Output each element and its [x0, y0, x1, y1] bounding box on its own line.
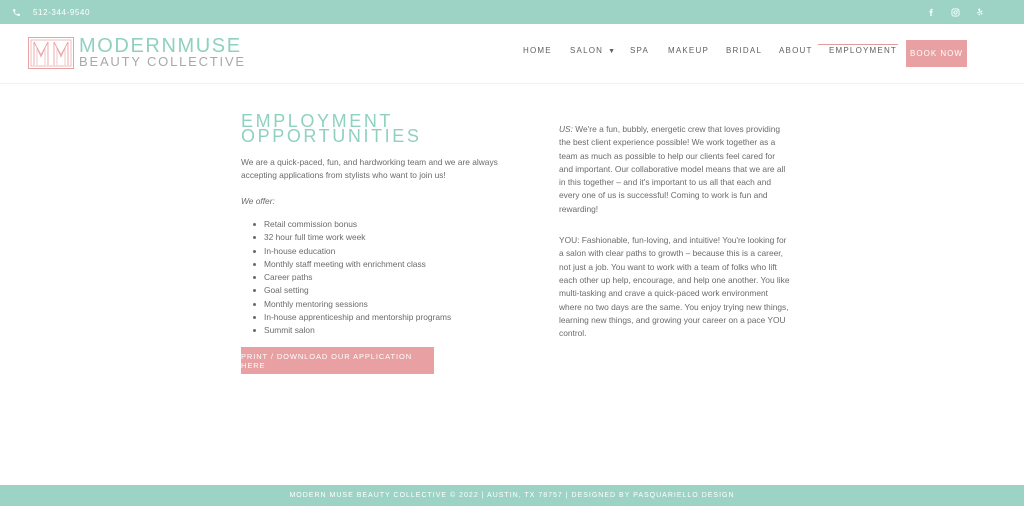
us-text: We're a fun, bubbly, energetic crew that loves providing the best client experience possible! We work together as a team as much as possible to help our clients feel cared for and important. Our collaborative model means that we are all in this together – and it's important to us all that each and every one of us is successful! Coming to work is fun and rewarding!: [559, 124, 786, 214]
employment-left-column: [241, 111, 521, 370]
list-item: Career paths: [241, 271, 521, 284]
offer-heading: We offer:: [241, 196, 275, 206]
main-content: [0, 85, 1024, 485]
site-footer: [0, 485, 1024, 506]
us-label: US:: [559, 124, 573, 134]
logo-wordmark: MODERNMUSE: [79, 35, 242, 57]
list-item: In-house apprenticeship and mentorship programs: [241, 311, 521, 324]
nav-item-employment[interactable]: EMPLOYMENT: [829, 46, 898, 55]
nav-item-salon[interactable]: [570, 46, 616, 55]
nav-item-about[interactable]: ABOUT: [779, 46, 813, 55]
print-application-button[interactable]: PRINT / DOWNLOAD OUR APPLICATION HERE: [241, 347, 434, 374]
phone-number[interactable]: 512-344-9540: [33, 7, 91, 17]
list-item: In-house education: [241, 245, 521, 258]
nav-item-makeup[interactable]: MAKEUP: [668, 46, 709, 55]
facebook-icon[interactable]: [927, 8, 935, 17]
nav-active-indicator: [818, 44, 898, 45]
list-item: Summit salon: [241, 324, 521, 337]
site-logo[interactable]: [28, 37, 246, 69]
you-paragraph: YOU: Fashionable, fun-loving, and intuitive! You're looking for a salon with clear paths to growth – because this is a career, not just a job. You want to work with a team of folks who lift each other up help, encourage, and help one another. You like multi-tasking and crave a quick-paced work environment where no two days are the same. You enjoy trying new things, learning new things, and growing your career on a pace YOU control.: [559, 235, 790, 339]
list-item: 32 hour full time work week: [241, 231, 521, 244]
page-title: EMPLOYMENT OPPORTUNITIES: [241, 111, 422, 146]
nav-item-bridal[interactable]: BRIDAL: [726, 46, 763, 55]
list-item: Goal setting: [241, 284, 521, 297]
intro-text: We are a quick-paced, fun, and hardworking team and we are always accepting applications from stylists who want to join us!: [241, 157, 498, 180]
nav-item-home[interactable]: HOME: [523, 46, 552, 55]
logo-tagline: BEAUTY COLLECTIVE: [79, 54, 246, 69]
top-bar: [0, 0, 1024, 24]
logo-mark-icon: [28, 37, 74, 69]
list-item: Monthly mentoring sessions: [241, 298, 521, 311]
phone-contact[interactable]: [12, 0, 90, 24]
social-links: [927, 0, 984, 24]
employment-right-column: [559, 123, 791, 340]
book-now-button[interactable]: BOOK NOW: [906, 40, 967, 67]
instagram-icon[interactable]: [951, 8, 960, 17]
list-item: Retail commission bonus: [241, 218, 521, 231]
us-paragraph: [559, 123, 791, 216]
list-item: Monthly staff meeting with enrichment class: [241, 258, 521, 271]
phone-icon: [12, 8, 21, 17]
yelp-icon[interactable]: [976, 7, 984, 17]
benefits-list: [241, 218, 521, 338]
site-header: [0, 24, 1024, 84]
footer-text: MODERN MUSE BEAUTY COLLECTIVE © 2022 | AUSTIN, TX 78757 | DESIGNED BY PASQUARIELLO DESIGN: [289, 492, 735, 499]
nav-item-salon-label: SALON: [570, 46, 604, 55]
chevron-down-icon: ▼: [608, 48, 617, 55]
nav-item-spa[interactable]: SPA: [630, 46, 650, 55]
